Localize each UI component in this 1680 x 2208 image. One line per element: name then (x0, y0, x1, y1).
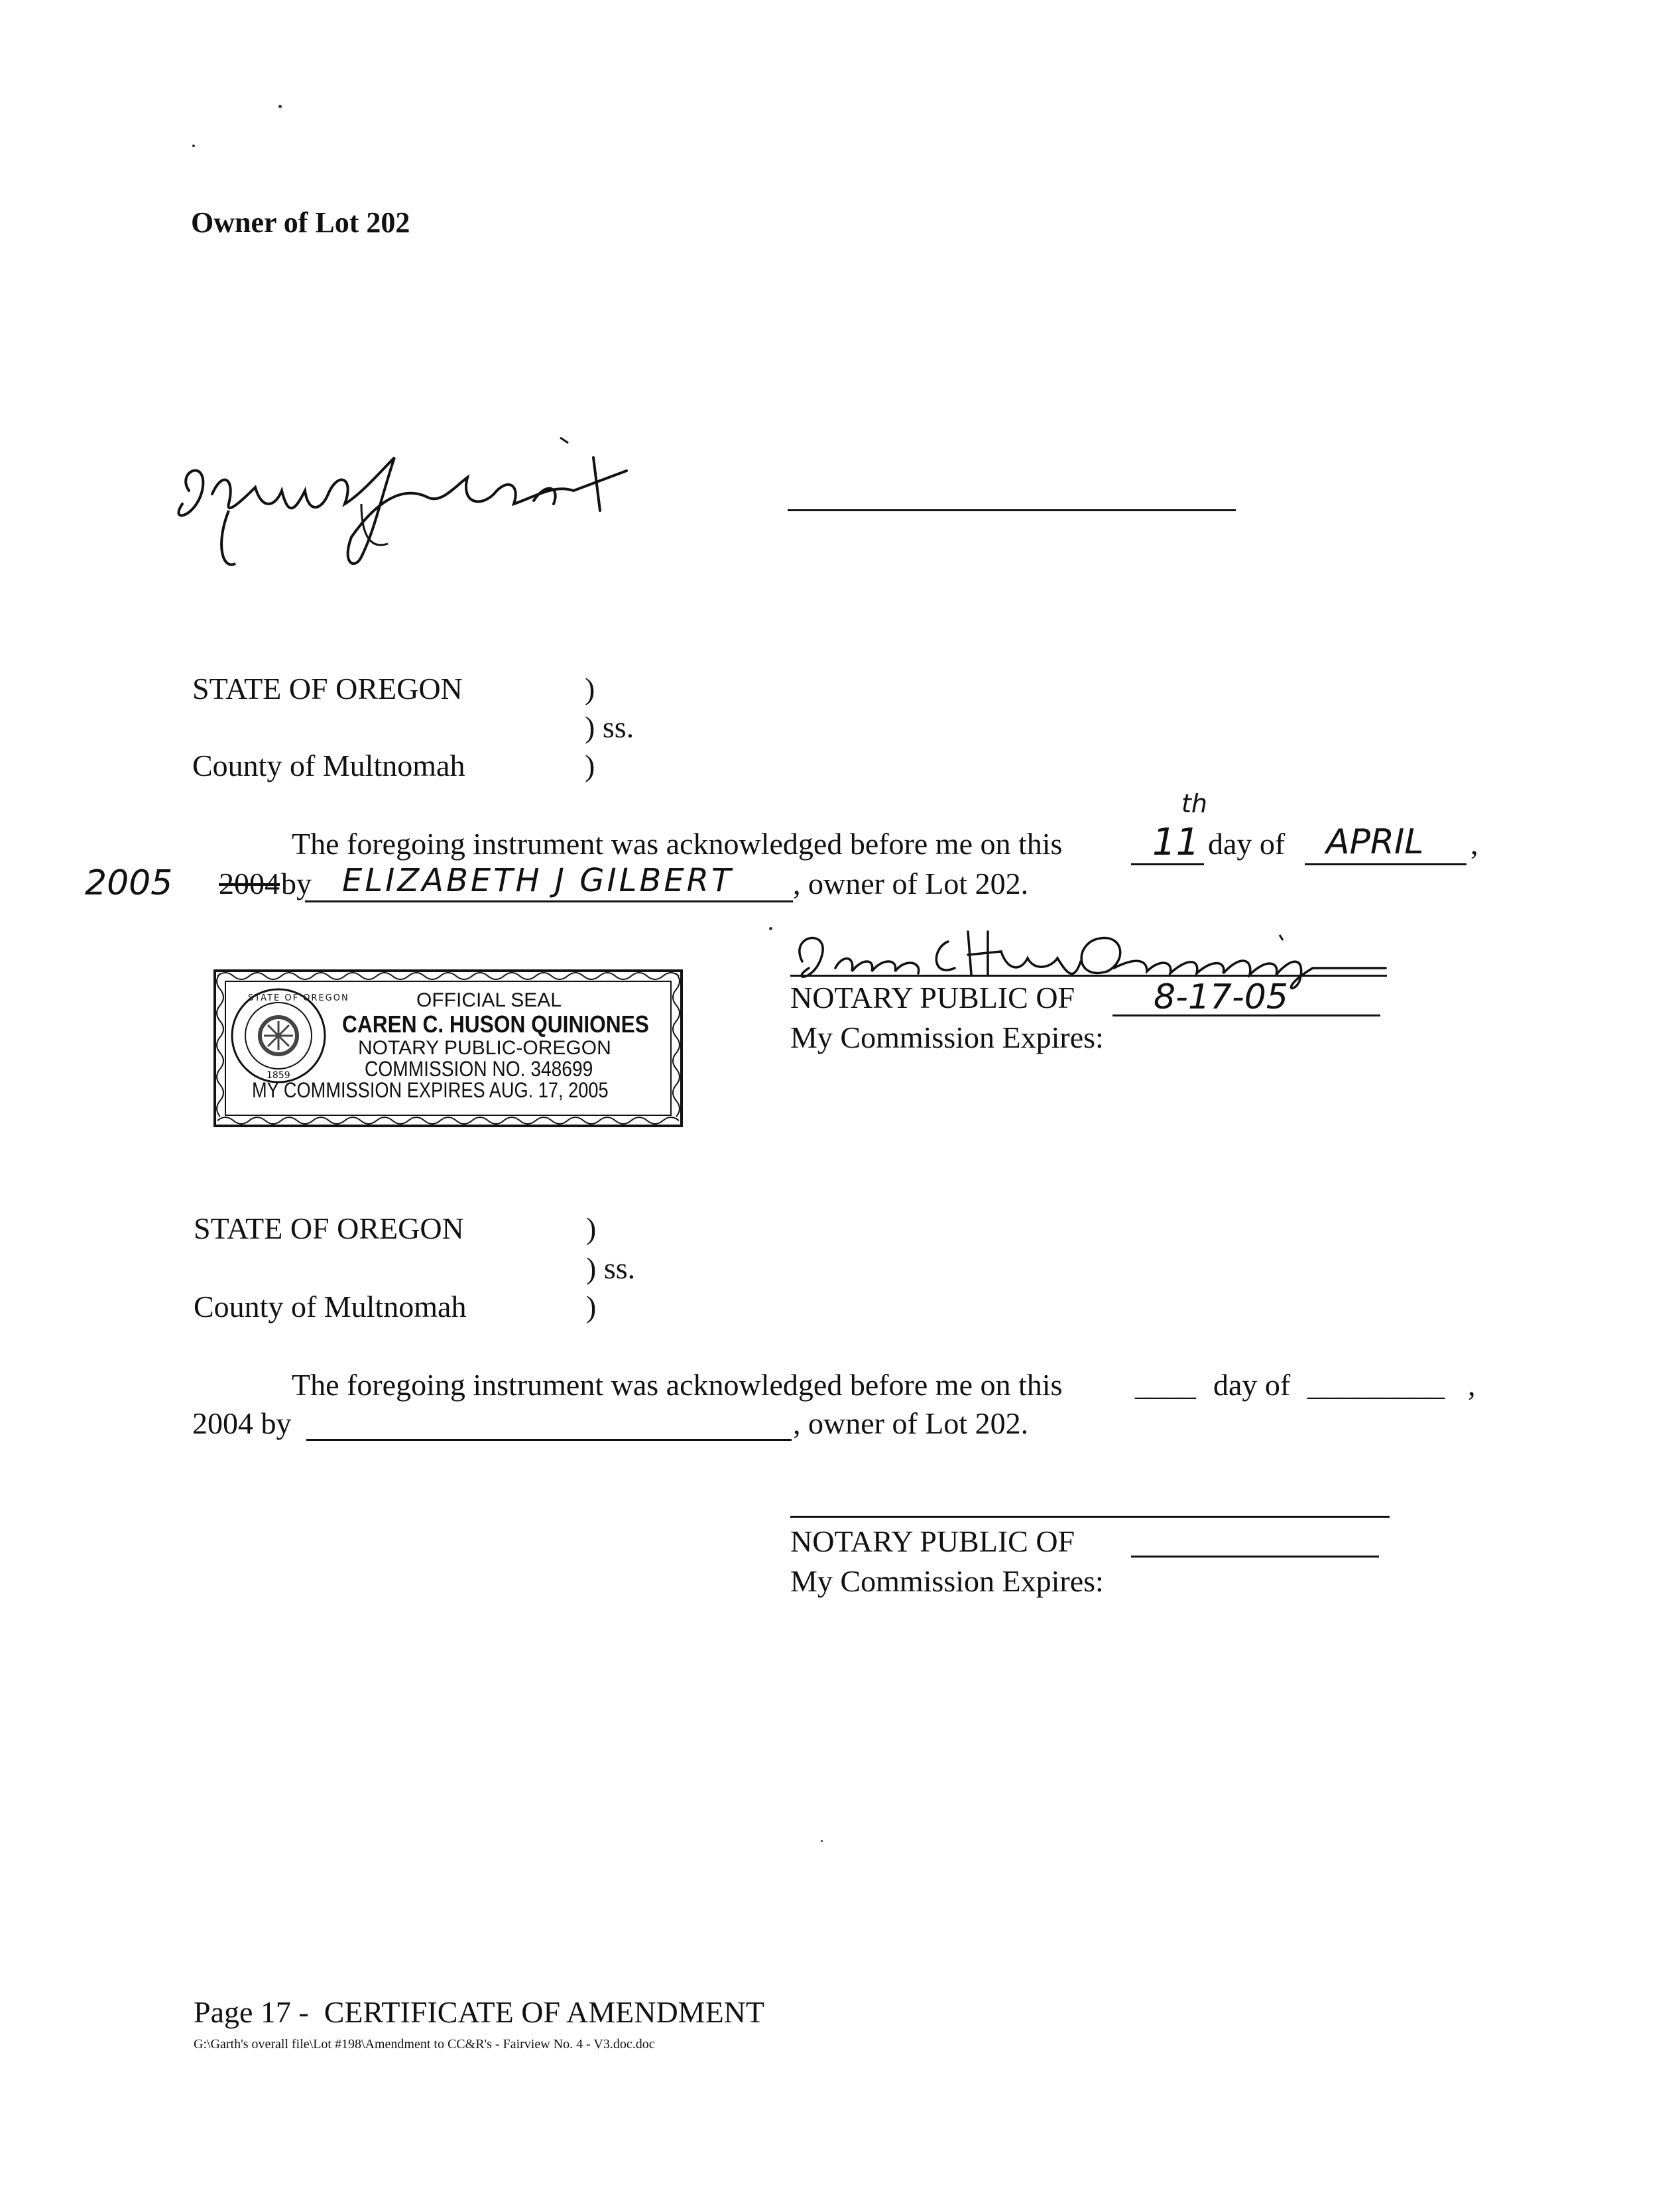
notary-public-of-1: NOTARY PUBLIC OF (790, 981, 1075, 1014)
notary-public-value-1: 8-17-05 (1154, 977, 1288, 1017)
footer-file-path: G:\Garth's overall file\Lot #198\Amendment to CC&R's - Fairview No. 4 - V3.doc.doc (194, 2037, 655, 2052)
ack2-month-blank: _________ (1307, 1368, 1445, 1402)
paren-bottom-2: ) (586, 1290, 597, 1323)
footer-page-label: Page 17 - CERTIFICATE OF AMENDMENT (194, 1995, 764, 2029)
county-label-2: County of Multnomah (194, 1290, 467, 1323)
ack1-day-superscript: th (1181, 789, 1207, 818)
seal-emblem-year: 1859 (267, 1070, 290, 1081)
paren-top-1: ) (585, 672, 595, 705)
notary-public-line-2 (1131, 1556, 1379, 1558)
scan-speck (769, 927, 772, 930)
ack1-year-struck: 2004 (219, 867, 280, 900)
ss-label-1: ) ss. (585, 710, 634, 744)
signature-blank-line (788, 509, 1236, 511)
paren-bottom-1: ) (585, 749, 595, 782)
seal-line1: OFFICIAL SEAL (416, 989, 562, 1011)
notary-public-line-1 (1112, 1014, 1380, 1016)
ack2-line1-prefix: The foregoing instrument was acknowledged before me on this (292, 1368, 1063, 1402)
ack2-owner-suffix: , owner of Lot 202. (793, 1406, 1029, 1440)
owner-signature-svg (162, 431, 680, 590)
ack2-year-by: 2004 by (192, 1406, 292, 1440)
ack1-month-value: APRIL (1326, 822, 1424, 862)
ack1-by: by (281, 867, 312, 900)
ack1-day-of: day of (1208, 827, 1286, 861)
ack2-comma: , (1468, 1368, 1476, 1402)
official-seal-stamp (211, 967, 686, 1130)
state-label-2: STATE OF OREGON (194, 1211, 464, 1245)
owner-title: Owner of Lot 202 (191, 206, 410, 239)
commission-expires-2: My Commission Expires: (790, 1564, 1104, 1598)
ack2-name-line (306, 1439, 792, 1441)
commission-expires-1: My Commission Expires: (790, 1020, 1104, 1054)
scan-speck (278, 105, 282, 108)
ack2-day-blank: ____ (1135, 1368, 1196, 1402)
seal-line5: MY COMMISSION EXPIRES AUG. 17, 2005 (252, 1078, 609, 1102)
paren-top-2: ) (586, 1211, 597, 1245)
ack1-name-line (305, 900, 793, 902)
ack1-month-line (1305, 863, 1467, 865)
county-label-1: County of Multnomah (192, 749, 465, 782)
notary-signature-line-1 (790, 975, 1387, 977)
ack1-line1-prefix: The foregoing instrument was acknowledged before me on this (292, 827, 1063, 861)
seal-line3: NOTARY PUBLIC-OREGON (358, 1037, 611, 1059)
ack1-name-value: ELIZABETH J GILBERT (342, 862, 734, 899)
scan-speck (192, 145, 195, 147)
seal-line4: COMMISSION NO. 348699 (365, 1057, 593, 1081)
ack1-owner-suffix: , owner of Lot 202. (793, 867, 1029, 900)
ack1-year-handwritten: 2005 (85, 863, 173, 903)
scan-speck (821, 1840, 823, 1842)
ack1-day-value: 11 (1152, 821, 1200, 864)
state-label-1: STATE OF OREGON (192, 672, 463, 705)
owner-signature (162, 431, 680, 590)
seal-line2: CAREN C. HUSON QUINIONES (342, 1011, 649, 1038)
ack1-comma: , (1470, 827, 1478, 861)
ss-label-2: ) ss. (586, 1251, 636, 1285)
notary-signature-line-2 (790, 1516, 1390, 1518)
ack1-day-line (1131, 863, 1204, 865)
seal-emblem-top: STATE OF OREGON (248, 993, 349, 1003)
ack2-day-of: day of (1213, 1368, 1291, 1402)
notary-public-of-2: NOTARY PUBLIC OF (790, 1524, 1075, 1558)
